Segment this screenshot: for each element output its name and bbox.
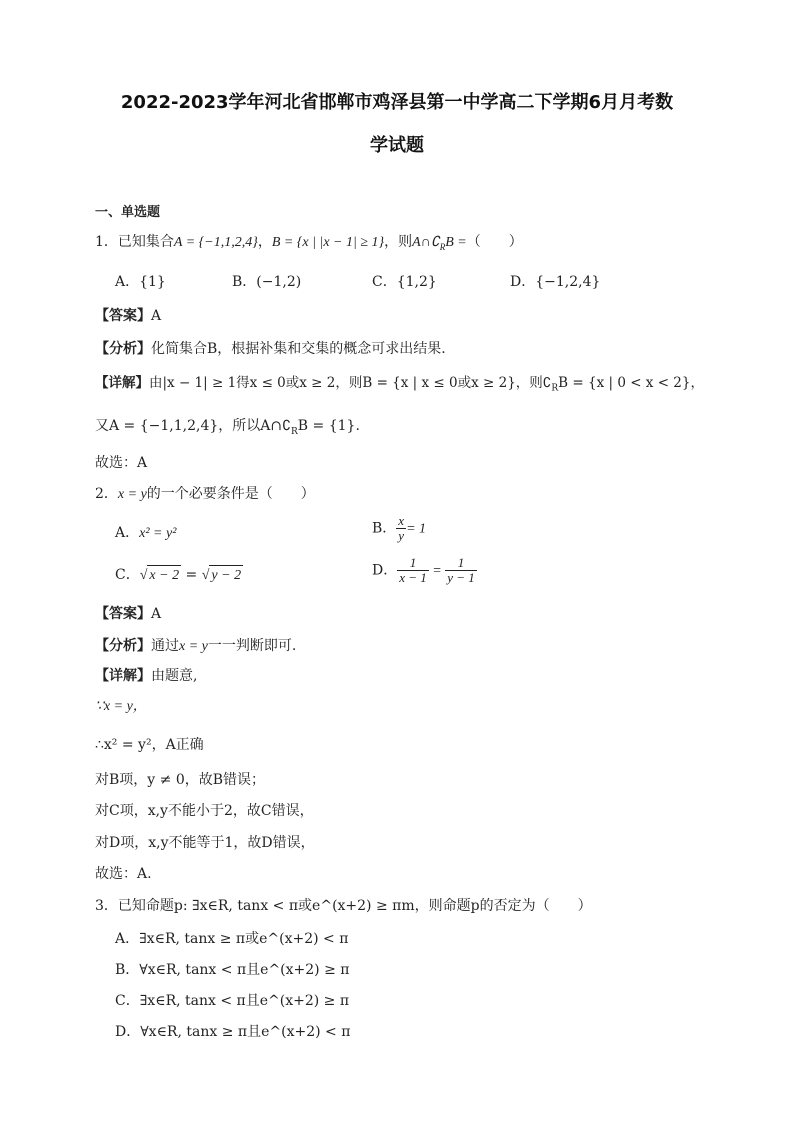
question-2-detail — [95, 666, 197, 686]
answer-value: A — [151, 308, 162, 324]
question-1-option-c: C．{1,2} — [372, 274, 437, 290]
option-expression: x² = y² — [139, 526, 177, 541]
question-2-text: 的一个必要条件是（ ） — [146, 486, 315, 502]
question-2-option-b — [372, 514, 426, 543]
option-expression: = 1 — [406, 521, 427, 537]
question-2-stem — [95, 484, 315, 505]
page-title-line2: 学试题 — [370, 135, 424, 156]
detail-text: 又A = {−1,1,2,4}，所以A∩∁ — [95, 418, 292, 434]
fraction — [396, 514, 406, 543]
answer-blank: （ ） — [466, 234, 523, 250]
equation: x = y — [117, 487, 147, 502]
detail-tag: 【详解】 — [95, 668, 151, 684]
radicand: y − 2 — [209, 565, 243, 586]
option-label: D． — [372, 562, 398, 579]
question-1-text: 1．已知集合 — [95, 234, 174, 250]
answer-value: A — [151, 606, 162, 622]
numerator: 1 — [445, 556, 477, 571]
answer-tag: 【答案】 — [95, 606, 151, 622]
detail-text: 由题意, — [151, 668, 198, 684]
analysis-text: 化简集合B，根据补集和交集的概念可求出结果. — [151, 341, 446, 357]
equals-sign: = — [181, 567, 202, 583]
radicand: x − 2 — [147, 565, 181, 586]
question-1-answer — [95, 306, 161, 326]
option-label: A． — [115, 525, 140, 541]
question-1-option-b: B．(−1,2) — [232, 274, 302, 290]
analysis-text: 通过 — [151, 638, 179, 654]
detail-text-end: B = {1}. — [297, 418, 360, 434]
question-2-option-d: D． $\frac{1}{x - 1}$ = $\frac{1}{y - 1}$ — [372, 555, 475, 585]
separator: ， — [257, 234, 272, 250]
question-2-since: ∵x = y， — [95, 699, 147, 714]
question-1-option-a: A．{1} — [115, 274, 166, 290]
question-3-option-b: B．∀x∈R, tanx < π且e^(x+2) ≥ π — [115, 962, 350, 978]
question-number: 2． — [95, 486, 118, 502]
complement-subscript: R — [439, 241, 446, 252]
analysis-tag: 【分析】 — [95, 341, 151, 357]
option-label: C． — [115, 567, 140, 583]
denominator: x − 1 — [399, 570, 427, 585]
numerator: 1 — [397, 556, 429, 571]
set-b: B = {x | |x − 1| ≥ 1} — [271, 235, 385, 250]
question-3-option-c: C．∃x∈R, tanx < π且e^(x+2) ≥ π — [115, 993, 350, 1009]
question-2-analysis — [95, 636, 296, 657]
question-1-analysis — [95, 339, 446, 359]
page-title-line1: 2022-2023学年河北省邯郸市鸡泽县第一中学高二下学期6月月考数 — [120, 92, 674, 113]
question-2-option-d-note: 对D项，x,y不能等于1，故D错误， — [95, 835, 315, 851]
question-2-choice: 故选：A. — [95, 866, 152, 882]
fraction — [445, 556, 477, 585]
complement-subscript: R — [551, 383, 559, 394]
denominator: y — [398, 528, 405, 543]
denominator: y − 1 — [447, 570, 475, 585]
set-a: A = {−1,1,2,4} — [173, 235, 258, 250]
option-label: B． — [372, 520, 397, 537]
question-3-stem: 3．已知命题p: ∃x∈R, tanx < π或e^(x+2) ≥ πm，则命题p的否定为（ ） — [95, 898, 592, 914]
question-3-option-a: A．∃x∈R, tanx ≥ π或e^(x+2) < π — [115, 931, 349, 947]
detail-text: 由|x − 1| ≥ 1得x ≤ 0或x ≥ 2，则B = {x | x ≤ 0或x ≥ 2}，则∁ — [149, 375, 552, 391]
question-2-option-c: C．√ x − 2 = √ y − 2 — [115, 565, 243, 586]
question-1-detail-2 — [95, 416, 360, 442]
question-1-text-end: ，则 — [384, 234, 413, 250]
detail-tag: 【详解】 — [95, 375, 149, 391]
set-expression: A∩∁ — [412, 235, 440, 250]
section-heading: 一、单选题 — [95, 205, 161, 220]
question-2-hence: ∴x² = y²，A正确 — [95, 737, 204, 753]
question-2-answer — [95, 604, 161, 624]
numerator: x — [398, 513, 405, 528]
question-1-detail — [95, 373, 704, 399]
detail-text-end: B = {x | 0 < x < 2}， — [558, 375, 704, 391]
complement-subscript: R — [291, 426, 298, 437]
analysis-text-end: 一一判断即可. — [207, 638, 297, 654]
question-1-option-d: D．{−1,2,4} — [510, 274, 601, 290]
set-expression-end: B = — [445, 235, 467, 250]
equation: x = y — [179, 639, 208, 654]
question-2-option-c-note: 对C项，x,y不能小于2，故C错误， — [95, 803, 314, 819]
question-2-option-b-note: 对B项，y ≠ 0，故B错误； — [95, 772, 266, 788]
question-2-option-a — [115, 523, 176, 544]
question-3-option-d: D．∀x∈R, tanx ≥ π且e^(x+2) < π — [115, 1024, 351, 1040]
fraction — [397, 556, 429, 585]
answer-tag: 【答案】 — [95, 308, 151, 324]
analysis-tag: 【分析】 — [95, 638, 151, 654]
question-1-stem — [95, 232, 523, 257]
question-1-choice: 故选：A — [95, 455, 148, 471]
